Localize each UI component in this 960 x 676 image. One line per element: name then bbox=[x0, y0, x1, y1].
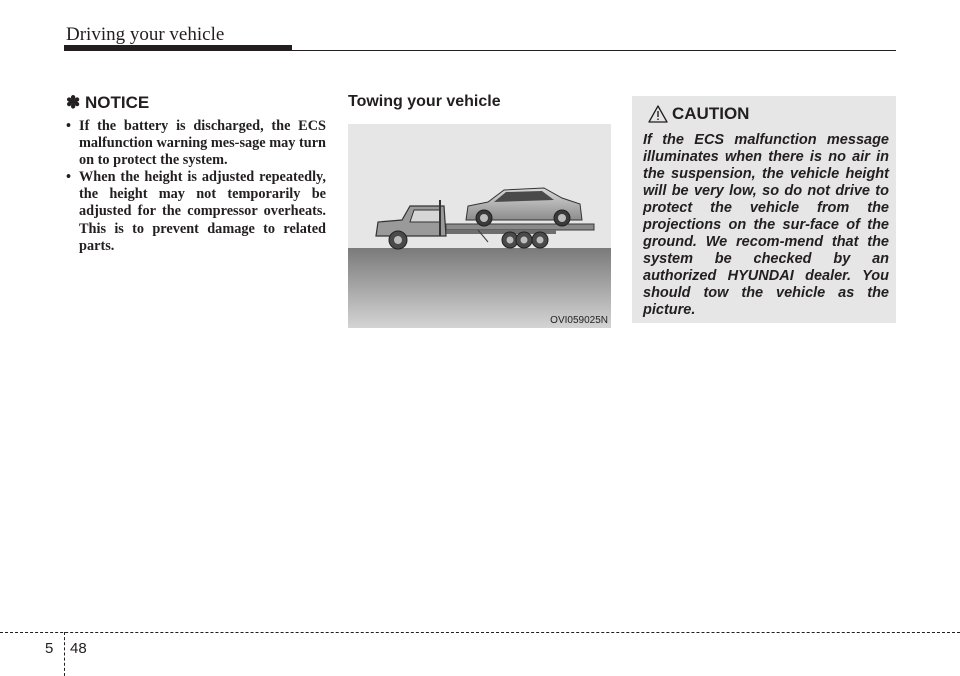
notice-title-text: NOTICE bbox=[84, 93, 150, 112]
section-title: Towing your vehicle bbox=[348, 93, 501, 110]
flatbed-tow-truck-with-car-illustration bbox=[348, 124, 611, 328]
notice-item bbox=[66, 169, 326, 254]
bullet: • bbox=[66, 118, 72, 134]
chapter-number: 5 bbox=[45, 640, 54, 657]
page-header-title: Driving your vehicle bbox=[66, 24, 225, 45]
footer-rule bbox=[0, 632, 960, 633]
caution-text: If the ECS malfunction message illuminates when there is no air in the suspension, the vehicle height will be very low, so do not drive to protect the vehicle from the projections on the sur-face of the ground. We recom-mend that the system be checked by an authorized HYUNDAI dealer. You should tow the vehicle as the picture. bbox=[643, 132, 889, 318]
page-number: 48 bbox=[70, 640, 87, 657]
notice-item-text: When the height is adjusted repeatedly, the height may not temporarily be adjusted for the compressor overheats. This is to prevent damage to related parts. bbox=[79, 169, 326, 254]
notice-title bbox=[66, 93, 149, 113]
figure-code: OVI059025N bbox=[550, 315, 608, 326]
caution-title: CAUTION bbox=[672, 104, 750, 123]
notice-item bbox=[66, 118, 326, 169]
warning-triangle-icon bbox=[648, 105, 668, 123]
towing-figure bbox=[348, 124, 611, 328]
notice-list bbox=[66, 118, 326, 255]
bullet: • bbox=[66, 169, 72, 186]
caution-box bbox=[632, 96, 896, 323]
notice-symbol: ✽ bbox=[66, 93, 81, 112]
footer-divider bbox=[64, 632, 65, 676]
header-rule bbox=[64, 50, 896, 51]
notice-item-text: If the battery is discharged, the ECS malfunction warning mes-sage may turn on to protect the system. bbox=[79, 118, 327, 169]
